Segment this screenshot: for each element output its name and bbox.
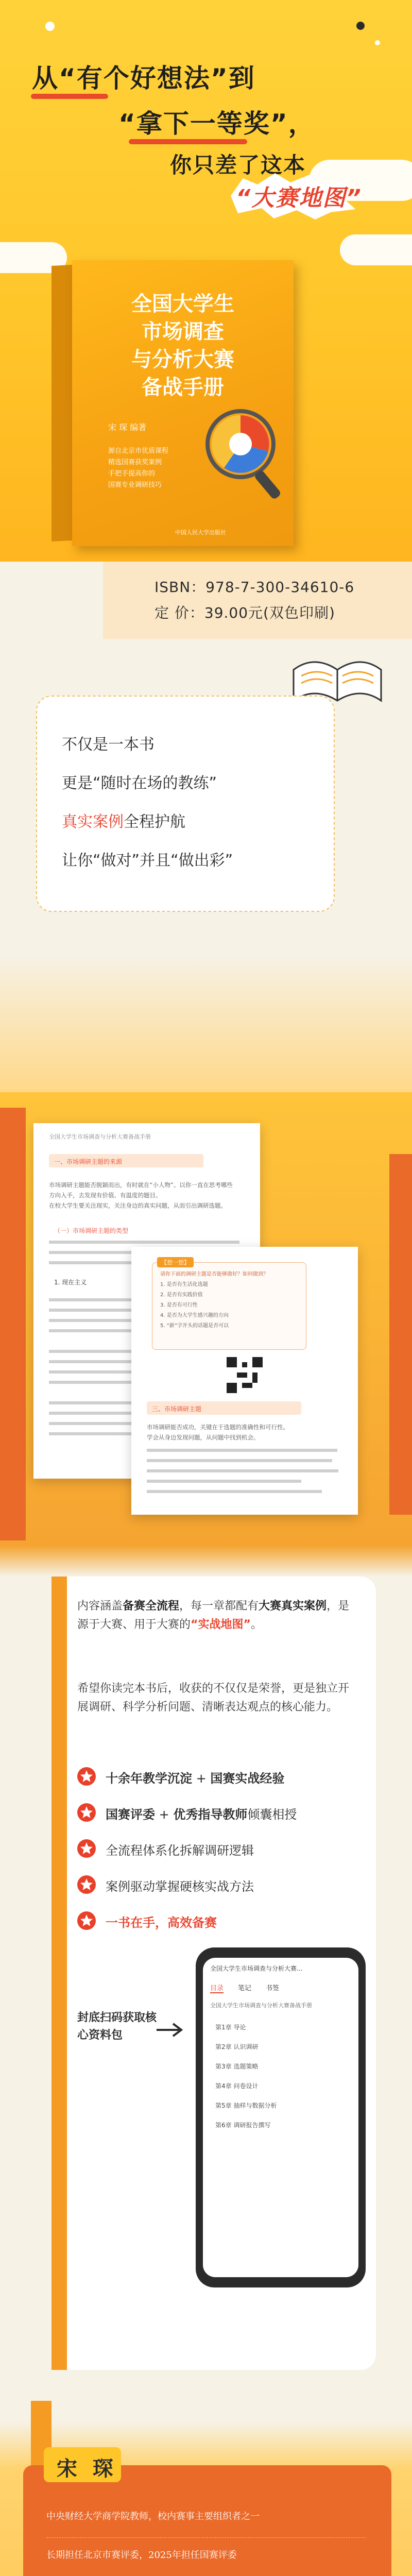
decor-dot xyxy=(356,22,365,30)
toc-item[interactable]: 第4章 问卷设计 xyxy=(215,2082,259,2090)
book-title-line: 全国大学生 xyxy=(131,292,234,316)
phone-tab-toc[interactable]: 目录 xyxy=(210,1982,224,1993)
star-icon xyxy=(77,1767,96,1786)
intro-text: 希望你读完本书后，收获的不仅仅是荣誉，更是独立开展调研、科学分析问题、清晰表达观点的 xyxy=(77,1682,350,1714)
intro-bold: 大赛真实案例 xyxy=(259,1600,327,1613)
intro-section xyxy=(0,1546,412,2421)
phone-mockup xyxy=(196,1947,366,2287)
divider xyxy=(46,2537,366,2538)
page-body-line: 市场调研能否成功，关键在于选题的准确性和可行性。 xyxy=(147,1423,289,1431)
sample-page-2 xyxy=(131,1247,358,1515)
book-tagline: 国赛专业调研技巧 xyxy=(108,481,162,489)
page-text-lines xyxy=(147,1449,342,1505)
bullet-2 xyxy=(106,1804,297,1822)
quote-card xyxy=(36,696,335,912)
star-icon xyxy=(77,1875,96,1894)
quote-highlight: 真实案例 xyxy=(62,813,124,831)
phone-tab-bookmarks[interactable]: 书签 xyxy=(266,1985,280,1992)
quote-fade xyxy=(0,953,412,1092)
author-bio-line: 长期担任北京市赛评委，2025年担任国赛评委 xyxy=(46,2550,237,2561)
price-text: 定 价：39.00元(双色印刷) xyxy=(154,604,335,621)
quote-line-2: 更是“随时在场的教练” xyxy=(62,774,217,792)
phone-tab-notes[interactable]: 笔记 xyxy=(238,1985,252,1992)
qr-caption: 封底扫码获取核心资料包 xyxy=(77,2011,157,2042)
price-section xyxy=(0,562,412,639)
think-questions xyxy=(160,1269,268,1331)
question-line: 请你下面的调研主题是否能够做好？如何做到？ xyxy=(160,1272,268,1277)
book-tagline: 源自北京市优质课程 xyxy=(108,447,169,455)
quote-line-3 xyxy=(62,809,185,832)
page-body xyxy=(147,1422,342,1443)
intro-fade xyxy=(0,1546,412,1577)
toc-item[interactable]: 第6章 调研报告撰写 xyxy=(215,2122,271,2129)
decor-dot xyxy=(45,22,55,31)
quote-line-3-text: 全程护航 xyxy=(124,813,185,831)
book-tagline: 手把手提高你的 xyxy=(108,470,156,478)
phone-title: 全国大学生市场调查与分析大赛... xyxy=(210,1965,303,1972)
page-body-line: 市场调研主题能否脱颖而出，有时就在“小人物”。以你一直在思考哪些 xyxy=(49,1181,233,1189)
intro-bold: 备赛全流程 xyxy=(123,1600,180,1613)
bullet-bold: 十余年教学沉淀 xyxy=(106,1771,192,1786)
intro-highlight: “实战地图” xyxy=(191,1618,251,1631)
headline-line-3: 你只差了这本 xyxy=(170,152,306,178)
intro-text: 内容涵盖 xyxy=(77,1600,123,1613)
bullet-text: + xyxy=(155,1807,174,1822)
hero-banner xyxy=(0,0,412,562)
decor-bar xyxy=(389,1154,412,1515)
bullet-bold: 优秀指导教师 xyxy=(173,1807,248,1822)
intro-text: 。 xyxy=(250,1618,262,1631)
question-line: 3. 是否有可行性 xyxy=(160,1302,198,1308)
toc-item[interactable]: 第1章 导论 xyxy=(215,2024,246,2031)
intro-side-bar xyxy=(52,1577,67,2370)
intro-paragraph-2 xyxy=(77,1680,350,1717)
page-body-line: 在校大学生要关注现实，关注身边的真实问题，从而引出调研选题。 xyxy=(49,1202,227,1209)
think-box-title: 【想一想】 xyxy=(157,1257,194,1267)
question-line: 1. 是否有生活化选题 xyxy=(160,1282,208,1287)
book-author: 宋 琛 编著 xyxy=(108,422,147,432)
isbn-text: ISBN：978-7-300-34610-6 xyxy=(154,579,355,596)
subsection-title: （一）市场调研主题的类型 xyxy=(54,1227,129,1234)
decor-dot xyxy=(375,40,380,45)
section-title: 一、市场调研主题的来源 xyxy=(54,1158,123,1165)
bullet-text: 倾囊相授 xyxy=(247,1807,297,1822)
star-icon xyxy=(77,1803,96,1822)
headline-line-2: “拿下一等奖”， xyxy=(118,109,315,139)
bullet-bold: 国赛评委 xyxy=(106,1807,155,1822)
phone-chapter: 全国大学生市场调查与分析大赛备战手册 xyxy=(210,2002,312,2009)
bullet-5: 一书在手，高效备赛 xyxy=(106,1916,217,1930)
question-line: 2. 是否有实践价值 xyxy=(160,1292,203,1298)
decor-swoosh xyxy=(31,94,108,99)
quote-section xyxy=(0,639,412,1092)
intro-text: ，是源于大赛、用于大赛的 xyxy=(77,1600,350,1631)
toc-item[interactable]: 第3章 选题策略 xyxy=(215,2063,259,2070)
page-body-line: 方向入手，去发现有价值、有温度的题目。 xyxy=(49,1192,162,1199)
page-body-line: 学会从身边发现问题，从问题中找到机会。 xyxy=(147,1434,260,1441)
qr-code-icon xyxy=(227,1357,263,1393)
decor-cloud xyxy=(340,234,412,265)
page-body xyxy=(49,1180,245,1211)
section-title: 三、市场调研主题 xyxy=(152,1405,202,1413)
question-line: 5. “新”字开头的话题是否可以 xyxy=(160,1323,229,1329)
star-icon xyxy=(77,1911,96,1930)
quote-line-4: 让你“做对”并且“做出彩” xyxy=(62,852,233,870)
book-spine xyxy=(52,265,72,541)
book-title-line: 备战手册 xyxy=(142,376,224,399)
page-header: 全国大学生市场调查与分析大赛备战手册 xyxy=(49,1133,151,1140)
phone-toc xyxy=(215,2018,351,2135)
book-taglines xyxy=(108,446,168,491)
star-icon xyxy=(77,1839,96,1858)
question-line: 4. 是否为大学生感兴趣的方向 xyxy=(160,1313,229,1318)
book-title xyxy=(72,290,294,401)
quote-line-1: 不仅是一本书 xyxy=(62,736,154,754)
book-cover xyxy=(72,260,294,546)
author-bio-line: 中央财经大学商学院教师，校内赛事主要组织者之一 xyxy=(46,2511,260,2522)
toc-item[interactable]: 第2章 认识调研 xyxy=(215,2043,259,2050)
decor-swoosh xyxy=(129,139,247,144)
book-title-line: 市场调查 xyxy=(142,320,224,344)
book-title-line: 与分析大赛 xyxy=(131,348,234,371)
phone-tabs xyxy=(210,1982,354,1993)
toc-item[interactable]: 第5章 抽样与数据分析 xyxy=(215,2102,277,2109)
headline-highlight: “大赛地图” xyxy=(236,185,362,211)
price-panel xyxy=(103,562,412,639)
headline-line-1: 从“有个好想法”到 xyxy=(32,63,255,93)
bullet-bold: 国赛实战经验 xyxy=(210,1771,285,1786)
bullet-text: + xyxy=(192,1771,211,1786)
book-publisher: 中国人民大学出版社 xyxy=(175,529,226,536)
decor-bar xyxy=(0,1108,26,1540)
bullet-4: 案例驱动掌握硬核实战方法 xyxy=(106,1879,254,1894)
subsection-title: 1. 现在主义 xyxy=(54,1279,87,1286)
book-tagline: 精选国赛获奖案例 xyxy=(108,459,162,466)
bullet-1 xyxy=(106,1768,284,1786)
intro-text: ，每一章都配有 xyxy=(179,1600,259,1613)
magnifier-pie-icon xyxy=(203,407,291,510)
intro-text: 核心能力。 xyxy=(281,1701,338,1714)
author-name: 宋 琛 xyxy=(57,2457,117,2481)
sample-pages-section xyxy=(0,1092,412,1546)
arrow-right-icon xyxy=(154,2020,185,2040)
phone-screen xyxy=(203,1958,358,2277)
intro-paragraph-1 xyxy=(77,1597,350,1634)
bullet-3: 全流程体系化拆解调研逻辑 xyxy=(106,1843,254,1858)
